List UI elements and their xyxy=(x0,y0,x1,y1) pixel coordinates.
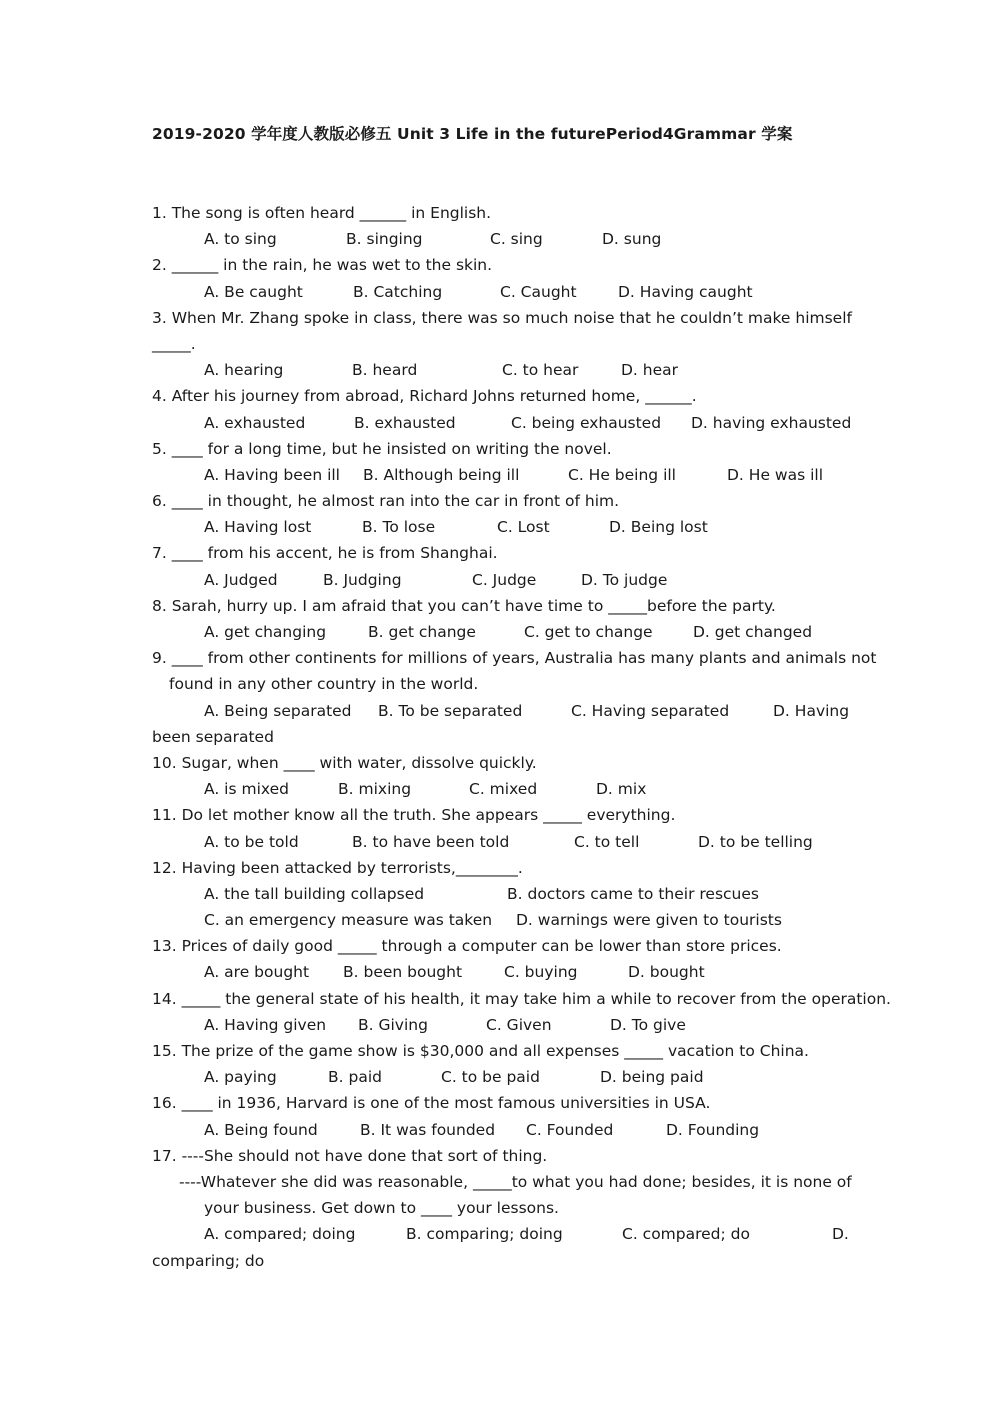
option-11d: D. to be telling xyxy=(698,832,813,851)
option-5c: C. He being ill xyxy=(568,465,676,484)
option-15b: B. paid xyxy=(328,1068,382,1087)
option-7d: D. To judge xyxy=(581,570,668,589)
option-14c: C. Given xyxy=(486,1015,552,1034)
question-4: 4. After his journey from abroad, Richard Johns returned home, ______. xyxy=(152,387,697,406)
option-17c: C. compared; do xyxy=(622,1225,750,1244)
options-9-cont: been separated xyxy=(152,727,274,746)
question-15: 15. The prize of the game show is $30,000 and all expenses _____ vacation to China. xyxy=(152,1042,809,1060)
question-17-reply-text: ----Whatever she did was reasonable, _____to what you had done; besides, it is none of xyxy=(179,1172,852,1191)
option-11b: B. to have been told xyxy=(352,832,510,851)
question-17-reply xyxy=(152,1169,852,1195)
option-6a: A. Having lost xyxy=(204,518,312,537)
option-9a: A. Being separated xyxy=(204,701,352,720)
option-9c: C. Having separated xyxy=(571,701,730,720)
options-1 xyxy=(152,226,849,252)
option-15d: D. being paid xyxy=(600,1068,704,1087)
option-13c: C. buying xyxy=(504,963,578,982)
option-14a: A. Having given xyxy=(204,1015,327,1034)
option-6c: C. Lost xyxy=(497,518,550,537)
option-13b: B. been bought xyxy=(343,963,463,982)
options-11 xyxy=(152,829,849,855)
question-2: 2. ______ in the rain, he was wet to the skin. xyxy=(152,256,493,275)
question-9-cont: found in any other country in the world. xyxy=(169,675,479,694)
options-7 xyxy=(152,567,849,593)
option-14b: B. Giving xyxy=(358,1015,428,1034)
option-3a: A. hearing xyxy=(204,361,284,380)
option-2d: D. Having caught xyxy=(618,282,753,301)
option-4d: D. having exhausted xyxy=(691,413,852,432)
question-17: 17. ----She should not have done that sort of thing. xyxy=(152,1146,548,1165)
option-17d: D. xyxy=(832,1225,849,1244)
option-11c: C. to tell xyxy=(574,832,640,851)
question-5: 5. ____ for a long time, but he insisted on writing the novel. xyxy=(152,439,612,458)
option-1b: B. singing xyxy=(346,230,423,249)
option-13d: D. bought xyxy=(628,963,705,982)
options-16 xyxy=(152,1117,849,1143)
option-16c: C. Founded xyxy=(526,1120,614,1139)
option-8c: C. get to change xyxy=(524,623,653,641)
option-9b: B. To be separated xyxy=(378,701,523,720)
options-13 xyxy=(152,959,849,985)
options-12-row2 xyxy=(152,907,849,933)
option-16b: B. It was founded xyxy=(360,1120,496,1139)
question-6: 6. ____ in thought, he almost ran into the car in front of him. xyxy=(152,492,620,511)
option-10a: A. is mixed xyxy=(204,780,289,799)
option-5d: D. He was ill xyxy=(727,465,824,484)
options-8 xyxy=(152,619,849,645)
option-2b: B. Catching xyxy=(353,282,443,301)
option-7c: C. Judge xyxy=(472,570,537,589)
question-9 xyxy=(152,645,877,671)
options-15 xyxy=(152,1064,849,1090)
document-title: 2019-2020 学年度人教版必修五 Unit 3 Life in the futurePeriod4Grammar 学案 xyxy=(152,125,793,143)
option-10d: D. mix xyxy=(596,780,647,799)
question-3 xyxy=(152,305,852,331)
question-12: 12. Having been attacked by terrorists,________. xyxy=(152,858,523,877)
option-14d: D. To give xyxy=(610,1015,686,1034)
question-11: 11. Do let mother know all the truth. She appears _____ everything. xyxy=(152,806,676,825)
option-2a: A. Be caught xyxy=(204,282,303,301)
option-8b: B. get change xyxy=(368,623,476,641)
question-list xyxy=(152,200,891,1274)
option-16d: D. Founding xyxy=(666,1120,760,1139)
option-17a: A. compared; doing xyxy=(204,1225,356,1244)
option-3b: B. heard xyxy=(352,361,418,380)
options-17-cont: comparing; do xyxy=(152,1251,265,1270)
options-2 xyxy=(152,279,849,305)
options-4 xyxy=(152,410,852,436)
options-3 xyxy=(152,357,849,383)
option-8d: D. get changed xyxy=(693,623,813,641)
options-9 xyxy=(152,698,849,724)
option-16a: A. Being found xyxy=(204,1120,318,1139)
option-6d: D. Being lost xyxy=(609,518,708,537)
options-12-row1 xyxy=(152,881,849,907)
options-6 xyxy=(152,514,849,540)
option-12d: D. warnings were given to tourists xyxy=(516,911,782,930)
option-7b: B. Judging xyxy=(323,570,402,589)
option-7a: A. Judged xyxy=(204,570,278,589)
question-13: 13. Prices of daily good _____ through a computer can be lower than store prices. xyxy=(152,937,782,956)
option-6b: B. To lose xyxy=(362,518,436,537)
option-2c: C. Caught xyxy=(500,282,577,301)
question-3-text: 3. When Mr. Zhang spoke in class, there was so much noise that he couldn’t make himself xyxy=(152,308,852,327)
question-9-text: 9. ____ from other continents for millions of years, Australia has many plants and animals not xyxy=(152,649,877,668)
option-5b: B. Although being ill xyxy=(363,465,520,484)
options-14 xyxy=(152,1012,849,1038)
option-12c: C. an emergency measure was taken xyxy=(204,911,493,930)
option-1c: C. sing xyxy=(490,230,543,249)
option-3d: D. hear xyxy=(621,361,679,380)
option-12a: A. the tall building collapsed xyxy=(204,884,425,903)
question-16: 16. ____ in 1936, Harvard is one of the most famous universities in USA. xyxy=(152,1094,711,1113)
option-10c: C. mixed xyxy=(469,780,538,799)
option-5a: A. Having been ill xyxy=(204,465,340,484)
option-1a: A. to sing xyxy=(204,230,277,249)
option-4b: B. exhausted xyxy=(354,413,456,432)
option-3c: C. to hear xyxy=(502,361,579,380)
option-8a: A. get changing xyxy=(204,623,327,641)
option-10b: B. mixing xyxy=(338,780,412,799)
question-10: 10. Sugar, when ____ with water, dissolve quickly. xyxy=(152,753,537,772)
options-5 xyxy=(152,462,849,488)
options-10 xyxy=(152,776,849,802)
question-3-cont: _____. xyxy=(152,334,196,353)
option-13a: A. are bought xyxy=(204,963,310,982)
option-1d: D. sung xyxy=(602,230,662,249)
question-7: 7. ____ from his accent, he is from Shanghai. xyxy=(152,544,498,563)
option-12b: B. doctors came to their rescues xyxy=(507,884,759,903)
question-17-cont: your business. Get down to ____ your lessons. xyxy=(204,1199,559,1218)
option-9d: D. Having xyxy=(773,701,850,720)
option-17b: B. comparing; doing xyxy=(406,1225,563,1244)
option-15c: C. to be paid xyxy=(441,1068,540,1087)
option-11a: A. to be told xyxy=(204,832,299,851)
question-14-text: 14. _____ the general state of his health, it may take him a while to recover from the operation. xyxy=(152,989,891,1008)
question-1: 1. The song is often heard ______ in English. xyxy=(152,204,492,222)
option-4c: C. being exhausted xyxy=(511,413,662,432)
option-15a: A. paying xyxy=(204,1068,277,1087)
options-17 xyxy=(152,1221,849,1247)
option-4a: A. exhausted xyxy=(204,413,306,432)
question-14 xyxy=(152,986,891,1012)
question-8: 8. Sarah, hurry up. I am afraid that you can’t have time to _____before the party. xyxy=(152,596,776,615)
